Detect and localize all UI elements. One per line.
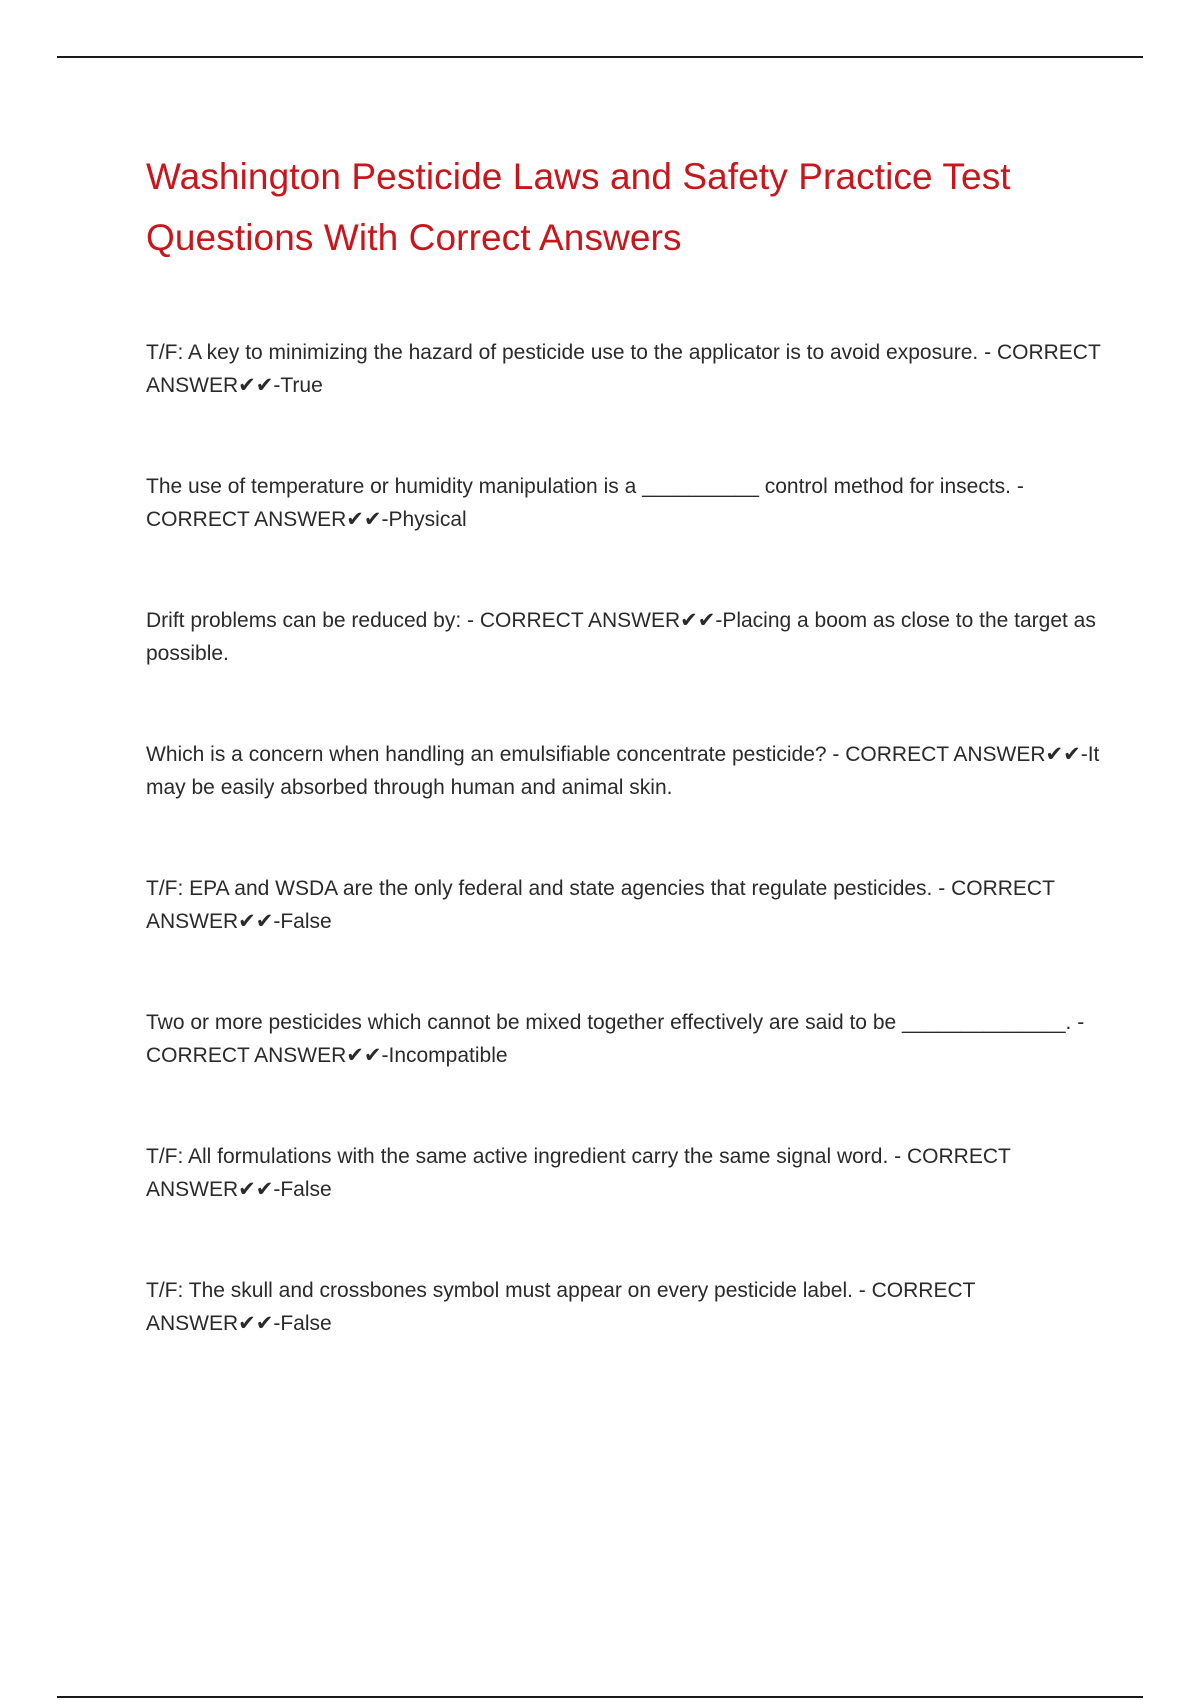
answer-marker: CORRECT ANSWER✔✔- — [146, 508, 389, 531]
answer-text: Physical — [388, 508, 467, 531]
qa-item: T/F: A key to minimizing the hazard of pesticide use to the applicator is to avoid exposure. - CORRECT ANSWER✔✔-True — [146, 341, 1106, 397]
answer-text: True — [280, 374, 323, 397]
answer-text: Placing a boom as close to the target as possible. — [146, 609, 1096, 665]
question-text: Which is a concern when handling an emulsifiable concentrate pesticide? — [146, 743, 827, 766]
answer-marker: CORRECT ANSWER✔✔- — [146, 877, 1060, 933]
qa-item: The use of temperature or humidity manipulation is a __________ control method for insects. - CORRECT ANSWER✔✔-Physical — [146, 475, 1030, 531]
qa-item: T/F: The skull and crossbones symbol must appear on every pesticide label. - CORRECT ANSWER✔✔-False — [146, 1279, 980, 1335]
question-text: Drift problems can be reduced by: — [146, 609, 462, 632]
header-rule — [57, 56, 1143, 58]
answer-text: False — [280, 1178, 332, 1201]
question-text: Two or more pesticides which cannot be mixed together effectively are said to be ______________. — [146, 1011, 1072, 1034]
document-body — [146, 146, 1101, 268]
question-text: T/F: EPA and WSDA are the only federal and state agencies that regulate pesticides. — [146, 877, 933, 900]
answer-text: It may be easily absorbed through human and animal skin. — [146, 743, 1100, 799]
qa-item: T/F: All formulations with the same active ingredient carry the same signal word. - CORRECT ANSWER✔✔-False — [146, 1145, 1016, 1201]
answer-marker: CORRECT ANSWER✔✔- — [845, 743, 1088, 766]
answer-marker: CORRECT ANSWER✔✔- — [146, 1145, 1016, 1201]
answer-text: False — [280, 1312, 332, 1335]
answer-text: False — [280, 910, 332, 933]
question-text: T/F: The skull and crossbones symbol must appear on every pesticide label. — [146, 1279, 853, 1302]
question-text: T/F: A key to minimizing the hazard of pesticide use to the applicator is to avoid exposure. — [146, 341, 979, 364]
answer-text: Incompatible — [388, 1044, 508, 1067]
question-text: T/F: All formulations with the same active ingredient carry the same signal word. — [146, 1145, 889, 1168]
qa-item: Which is a concern when handling an emulsifiable concentrate pesticide? - CORRECT ANSWER✔✔-It may be easily absorbed through human and animal skin. — [146, 743, 1100, 799]
qa-item: Drift problems can be reduced by: - CORRECT ANSWER✔✔-Placing a boom as close to the target as possible. — [146, 609, 1096, 665]
qa-item: T/F: EPA and WSDA are the only federal and state agencies that regulate pesticides. - CORRECT ANSWER✔✔-False — [146, 877, 1060, 933]
answer-marker: CORRECT ANSWER✔✔- — [146, 341, 1106, 397]
qa-item: Two or more pesticides which cannot be mixed together effectively are said to be ______________. - CORRECT ANSWER✔✔-Incompatible — [146, 1011, 1091, 1067]
answer-marker: CORRECT ANSWER✔✔- — [479, 609, 723, 632]
footer-rule — [57, 1696, 1143, 1698]
answer-marker: CORRECT ANSWER✔✔- — [146, 1044, 389, 1067]
question-text: The use of temperature or humidity manipulation is a __________ control method for insects. — [146, 475, 1011, 498]
answer-marker: CORRECT ANSWER✔✔- — [146, 1279, 980, 1335]
document-title: Washington Pesticide Laws and Safety Practice Test Questions With Correct Answers — [146, 156, 1011, 258]
